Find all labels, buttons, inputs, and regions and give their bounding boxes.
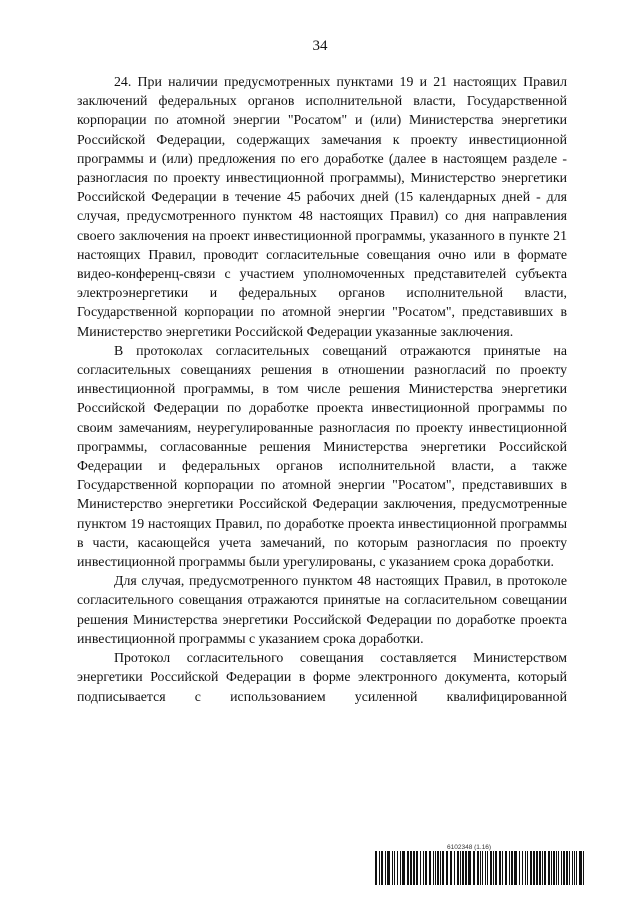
- barcode-bar: [446, 851, 448, 885]
- barcode-bar: [462, 851, 464, 885]
- barcode-bar: [485, 851, 486, 885]
- barcode-bar: [561, 851, 562, 885]
- barcode-bar: [539, 851, 541, 885]
- barcode-bar: [499, 851, 501, 885]
- barcode-bar: [429, 851, 431, 885]
- barcode-bar: [410, 851, 412, 885]
- barcode-bar: [572, 851, 573, 885]
- barcode-bar: [420, 851, 421, 885]
- barcode-bar: [527, 851, 528, 885]
- barcode-image: [375, 851, 585, 885]
- barcode-bar: [493, 851, 494, 885]
- barcode-bar: [502, 851, 503, 885]
- barcode-bar: [522, 851, 523, 885]
- barcode-bar: [440, 851, 441, 885]
- barcode-bar: [480, 851, 481, 885]
- barcode-bar: [563, 851, 565, 885]
- barcode-bar: [544, 851, 546, 885]
- barcode-bar: [583, 851, 584, 885]
- barcode-bar: [402, 851, 405, 885]
- barcode-bar: [576, 851, 577, 885]
- barcode-bar: [423, 851, 424, 885]
- barcode-bar: [454, 851, 455, 885]
- barcode-bar: [511, 851, 513, 885]
- barcode-bar: [566, 851, 568, 885]
- barcode-bar: [394, 851, 395, 885]
- barcode-bar: [574, 851, 575, 885]
- barcode-bar: [495, 851, 497, 885]
- barcode-bar: [437, 851, 439, 885]
- barcode-bar: [553, 851, 555, 885]
- barcode-bar: [551, 851, 552, 885]
- barcode-bar: [450, 851, 452, 885]
- barcode-bar: [416, 851, 418, 885]
- barcode-bar: [579, 851, 582, 885]
- barcode-bar: [519, 851, 520, 885]
- barcode-bar: [442, 851, 444, 885]
- barcode-bar: [482, 851, 483, 885]
- paragraph-item-48-case: Для случая, предусмотренного пунктом 48 настоящих Правил, в протоколе согласительного совещания отражаются принятые на согласительном совещании решения Министерства энергетики Российской Федерации по доработке проекта инвестиционной программы с указанием срока доработки.: [77, 573, 567, 646]
- barcode-bar: [460, 851, 461, 885]
- barcode-bar: [397, 851, 398, 885]
- barcode-bar: [509, 851, 510, 885]
- barcode-bar: [536, 851, 538, 885]
- barcode-bar: [473, 851, 475, 885]
- paragraph-item-24: 24. При наличии предусмотренных пунктами 19 и 21 настоящих Правил заключений федеральных органов исполнительной власти, Государственной корпорации по атомной энергии "Росатом" и (или) Министерства энергетики Российской Федерации, содержащих замечания к проекту инвестиционной программы и (или) предложения по его доработке (далее в настоящем разделе - разногласия по проекту инвестиционной программы), Министерство энергетики Российской Федерации в течение 45 рабочих дней (15 календарных дней - для случая, предусмотренного пунктом 48 настоящих Правил) со дня направления своего заключения на проект инвестиционной программы, указанного в пункте 21 настоящих Правил, проводит согласительные совещания очно или в формате видео-конференц-связи с участием уполномоченных представителей субъекта электроэнергетики и федеральных органов исполнительной власти, Государственной корпорации по атомной энергии "Росатом", представивших в Министерство энергетики Российской Федерации указанные заключения.: [77, 74, 567, 339]
- barcode-bar: [387, 851, 390, 885]
- barcode-bar: [435, 851, 436, 885]
- document-code: 6102348 (1.16): [447, 844, 492, 851]
- barcode-bar: [533, 851, 535, 885]
- barcode-bar: [379, 851, 380, 885]
- barcode-bar: [558, 851, 559, 885]
- barcode-bar: [400, 851, 401, 885]
- document-body: [77, 72, 567, 706]
- page-number: 34: [312, 38, 328, 54]
- barcode-bar: [413, 851, 415, 885]
- barcode-bar: [505, 851, 507, 885]
- barcode-bar: [425, 851, 427, 885]
- barcode-bar: [407, 851, 409, 885]
- barcode-bar: [457, 851, 459, 885]
- barcode-bar: [548, 851, 550, 885]
- barcode-bar: [525, 851, 526, 885]
- barcode-bar: [465, 851, 467, 885]
- barcode-bar: [569, 851, 570, 885]
- paragraph-protocols: В протоколах согласительных совещаний отражаются принятые на согласительных совещаниях решения в отношении разногласий по проекту инвестиционной программы, в том числе решения Министерства энергетики Российской Федерации по доработке проекта инвестиционной программы по своим замечаниям, неурегулированные разногласия по проекту инвестиционной программы, согласованные решения Министерства энергетики Российской Федерации и федеральных органов исполнительной власти, а также Государственной корпорации по атомной энергии "Росатом", представивших в Министерство энергетики Российской Федерации заключения, предусмотренные пунктом 19 настоящих Правил, по доработке проекта инвестиционной программы в части, касающейся учета замечаний, по которым разногласия по проекту инвестиционной программы были урегулированы, с указанием срока доработки.: [77, 342, 567, 570]
- barcode-bar: [490, 851, 492, 885]
- barcode-bar: [487, 851, 488, 885]
- barcode-bar: [381, 851, 383, 885]
- barcode-bar: [514, 851, 517, 885]
- barcode-bar: [392, 851, 393, 885]
- barcode-bar: [556, 851, 557, 885]
- barcode-bar: [375, 851, 377, 885]
- barcode-bar: [468, 851, 471, 885]
- barcode-bar: [530, 851, 532, 885]
- barcode-bar: [433, 851, 434, 885]
- paragraph-protocol-signing: Протокол согласительного совещания составляется Министерством энергетики Российской Федерации в форме электронного документа, который подписывается с использованием усиленной квалифицированной: [77, 650, 567, 704]
- barcode-bar: [542, 851, 543, 885]
- barcode-bar: [385, 851, 386, 885]
- barcode-bar: [477, 851, 479, 885]
